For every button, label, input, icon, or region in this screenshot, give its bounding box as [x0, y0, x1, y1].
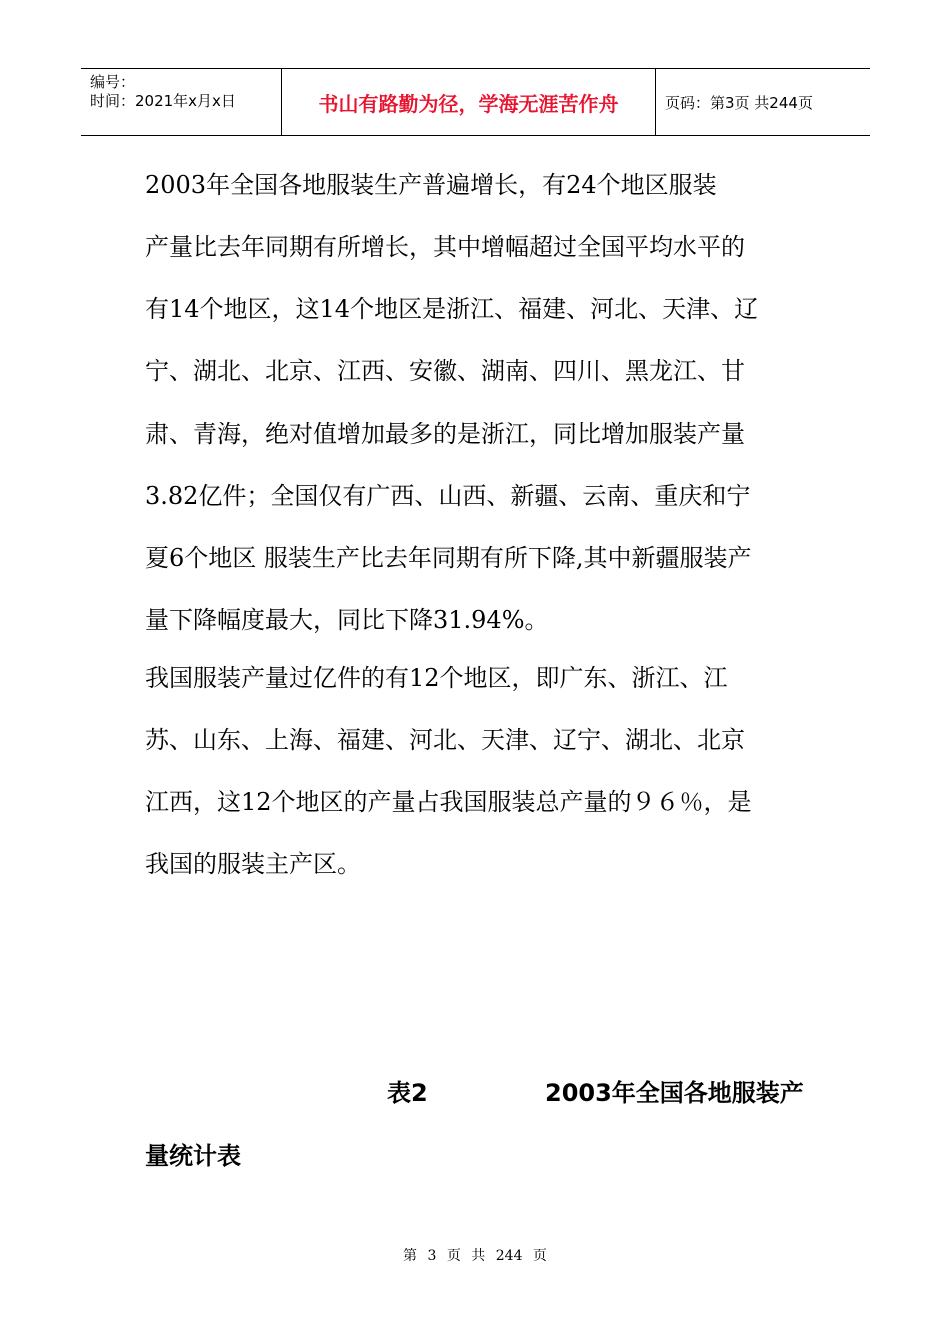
paragraph-line: 我国的服装主产区。	[145, 850, 361, 878]
table-title-line2: 量统计表	[145, 1142, 241, 1170]
paragraph-line: 夏6个地区 服装生产比去年同期有所下降,其中新疆服装产	[145, 544, 752, 572]
header-right-cell	[656, 69, 870, 135]
table-title-line1: 2003年全国各地服装产	[545, 1079, 804, 1107]
header-left-cell	[81, 69, 282, 135]
paragraph-line: 肃、青海，绝对值增加最多的是浙江，同比增加服装产量	[145, 420, 745, 448]
paragraph-line: 3.82亿件；全国仅有广西、山西、新疆、云南、重庆和宁	[145, 482, 751, 510]
page-info-label: 页码：第3页 共244页	[665, 94, 813, 112]
paragraph-line: 江西，这12个地区的产量占我国服装总产量的９６％，是	[145, 788, 752, 816]
document-number-label: 编号：	[90, 73, 136, 91]
header-motto: 书山有路勤为径，学海无涯苦作舟	[318, 92, 619, 116]
header-middle-cell	[282, 69, 656, 135]
document-time-label: 时间：2021年x月x日	[90, 92, 236, 110]
paragraph-line: 宁、湖北、北京、江西、安徽、湖南、四川、黑龙江、甘	[145, 357, 745, 385]
paragraph-line: 苏、山东、上海、福建、河北、天津、辽宁、湖北、北京	[145, 726, 745, 754]
paragraph-line: 产量比去年同期有所增长，其中增幅超过全国平均水平的	[145, 233, 745, 261]
page-header	[81, 68, 870, 136]
page-footer: 第 3 页 共 244 页	[403, 1248, 547, 1264]
paragraph-line: 我国服装产量过亿件的有12个地区，即广东、浙江、江	[145, 664, 728, 692]
paragraph-line: 2003年全国各地服装生产普遍增长，有24个地区服装	[145, 171, 717, 199]
paragraph-line: 量下降幅度最大，同比下降31.94%。	[145, 606, 549, 634]
table-number: 表2	[387, 1079, 428, 1107]
paragraph-line: 有14个地区，这14个地区是浙江、福建、河北、天津、辽	[145, 295, 759, 323]
